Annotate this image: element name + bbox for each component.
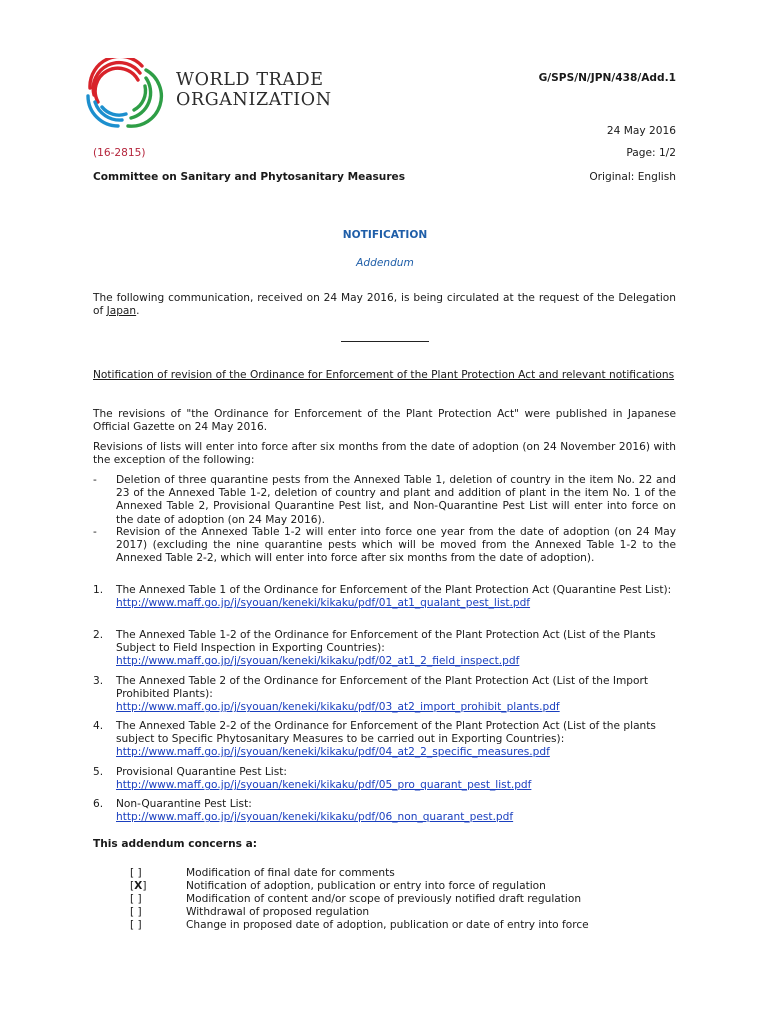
list-marker: - <box>93 474 97 486</box>
item-number: 6. <box>93 798 104 810</box>
item-text: The Annexed Table 1 of the Ordinance for Enforcement of the Plant Protection Act (Quarantine Pest List): <box>116 584 672 596</box>
numbered-item <box>93 584 676 610</box>
item-link[interactable]: http://www.maff.go.jp/j/syouan/keneki/kikaku/pdf/01_at1_qualant_pest_list.pdf <box>116 597 531 610</box>
item-number: 3. <box>93 675 104 687</box>
page-indicator: Page: 1/2 <box>626 147 676 159</box>
paragraph-publication: The revisions of "the Ordinance for Enforcement of the Plant Protection Act" were published in Japanese Official Gazette on 24 May 2016. <box>93 408 676 434</box>
item-number: 2. <box>93 629 104 641</box>
checkbox[interactable]: [ ] <box>130 867 142 879</box>
list-item <box>93 526 676 566</box>
item-text: Non-Quarantine Pest List: <box>116 798 252 810</box>
organization-name <box>176 70 332 110</box>
checkbox[interactable]: [ ] <box>130 919 142 931</box>
checkbox-close-bracket: ] <box>142 880 147 892</box>
item-link[interactable]: http://www.maff.go.jp/j/syouan/keneki/kikaku/pdf/06_non_quarant_pest.pdf <box>116 811 514 824</box>
checkbox-checked[interactable] <box>130 880 146 893</box>
item-number: 4. <box>93 720 104 732</box>
item-text: The Annexed Table 2-2 of the Ordinance for Enforcement of the Plant Protection Act (List of the plants subject to Specific Phytosanitary Measures to be carried out in Exporting Countries): <box>116 720 656 746</box>
list-item-text: Revision of the Annexed Table 1-2 will enter into force one year from the date of adoption (on 24 May 2017) (excluding the nine quarantine pests which will be moved from the Annexed Table 1-2 to the Annexed Table 2-2, which will enter into force after six months from the date of adoption). <box>116 526 676 565</box>
item-number: 1. <box>93 584 104 596</box>
document-number: (16-2815) <box>93 147 146 159</box>
checkbox-open-bracket: [ <box>130 880 135 892</box>
list-item <box>93 474 676 527</box>
numbered-item <box>93 675 676 715</box>
checkbox[interactable]: [ ] <box>130 893 142 905</box>
checkbox-mark: X <box>134 880 143 892</box>
org-name-line2: ORGANIZATION <box>176 90 332 110</box>
intro-text-end: . <box>136 305 140 318</box>
option-label: Withdrawal of proposed regulation <box>186 906 370 918</box>
intro-paragraph <box>93 292 676 318</box>
list-item-text: Deletion of three quarantine pests from the Annexed Table 1, deletion of country in the item No. 22 and 23 of the Annexed Table 1-2, deletion of country and plant and addition of plant in the item No. 1 of the Annexed Table 2, Provisional Quarantine Pest list, and Non-Quarantine Pest List will enter into force on the date of adoption (on 24 May 2016). <box>116 474 676 526</box>
item-link[interactable]: http://www.maff.go.jp/j/syouan/keneki/kikaku/pdf/03_at2_import_prohibit_plants.pdf <box>116 701 560 714</box>
list-marker: - <box>93 526 97 538</box>
item-link[interactable]: http://www.maff.go.jp/j/syouan/keneki/kikaku/pdf/04_at2_2_specific_measures.pdf <box>116 746 550 759</box>
option-label: Modification of final date for comments <box>186 867 395 879</box>
document-symbol: G/SPS/N/JPN/438/Add.1 <box>538 72 676 84</box>
option-label: Change in proposed date of adoption, publication or date of entry into force <box>186 919 589 931</box>
section-heading: Notification of revision of the Ordinance for Enforcement of the Plant Protection Act and relevant notifications <box>93 369 675 381</box>
numbered-item <box>93 720 676 760</box>
separator-rule <box>341 341 429 342</box>
notification-title: NOTIFICATION <box>342 229 428 241</box>
numbered-item <box>93 766 676 792</box>
option-label: Modification of content and/or scope of previously notified draft regulation <box>186 893 582 905</box>
org-name-line1: WORLD TRADE <box>176 70 324 90</box>
wto-logo <box>84 58 334 130</box>
item-text: Provisional Quarantine Pest List: <box>116 766 287 778</box>
item-link[interactable]: http://www.maff.go.jp/j/syouan/keneki/kikaku/pdf/05_pro_quarant_pest_list.pdf <box>116 779 532 792</box>
committee-name: Committee on Sanitary and Phytosanitary Measures <box>93 171 406 183</box>
option-label: Notification of adoption, publication or entry into force of regulation <box>186 880 546 892</box>
item-link[interactable]: http://www.maff.go.jp/j/syouan/keneki/kikaku/pdf/02_at1_2_field_inspect.pdf <box>116 655 520 668</box>
original-language: Original: English <box>589 171 676 183</box>
numbered-item <box>93 798 676 824</box>
paragraph-entry-into-force: Revisions of lists will enter into force after six months from the date of adoption (on 24 November 2016) with the exception of the following: <box>93 441 676 467</box>
item-text: The Annexed Table 2 of the Ordinance for Enforcement of the Plant Protection Act (List of the Import Prohibited Plants): <box>116 675 648 701</box>
intro-text: The following communication, received on 24 May 2016, is being circulated at the request of the Delegation of <box>93 292 676 318</box>
document-date: 24 May 2016 <box>606 125 676 137</box>
item-number: 5. <box>93 766 104 778</box>
wto-emblem-icon <box>84 58 166 130</box>
concerns-heading: This addendum concerns a: <box>93 838 257 850</box>
intro-member: Japan <box>106 305 137 318</box>
checkbox[interactable]: [ ] <box>130 906 142 918</box>
item-text: The Annexed Table 1-2 of the Ordinance for Enforcement of the Plant Protection Act (List of the Plants Subject to Field Inspection in Exporting Countries): <box>116 629 656 655</box>
numbered-item <box>93 629 676 669</box>
addendum-subtitle: Addendum <box>356 257 414 269</box>
